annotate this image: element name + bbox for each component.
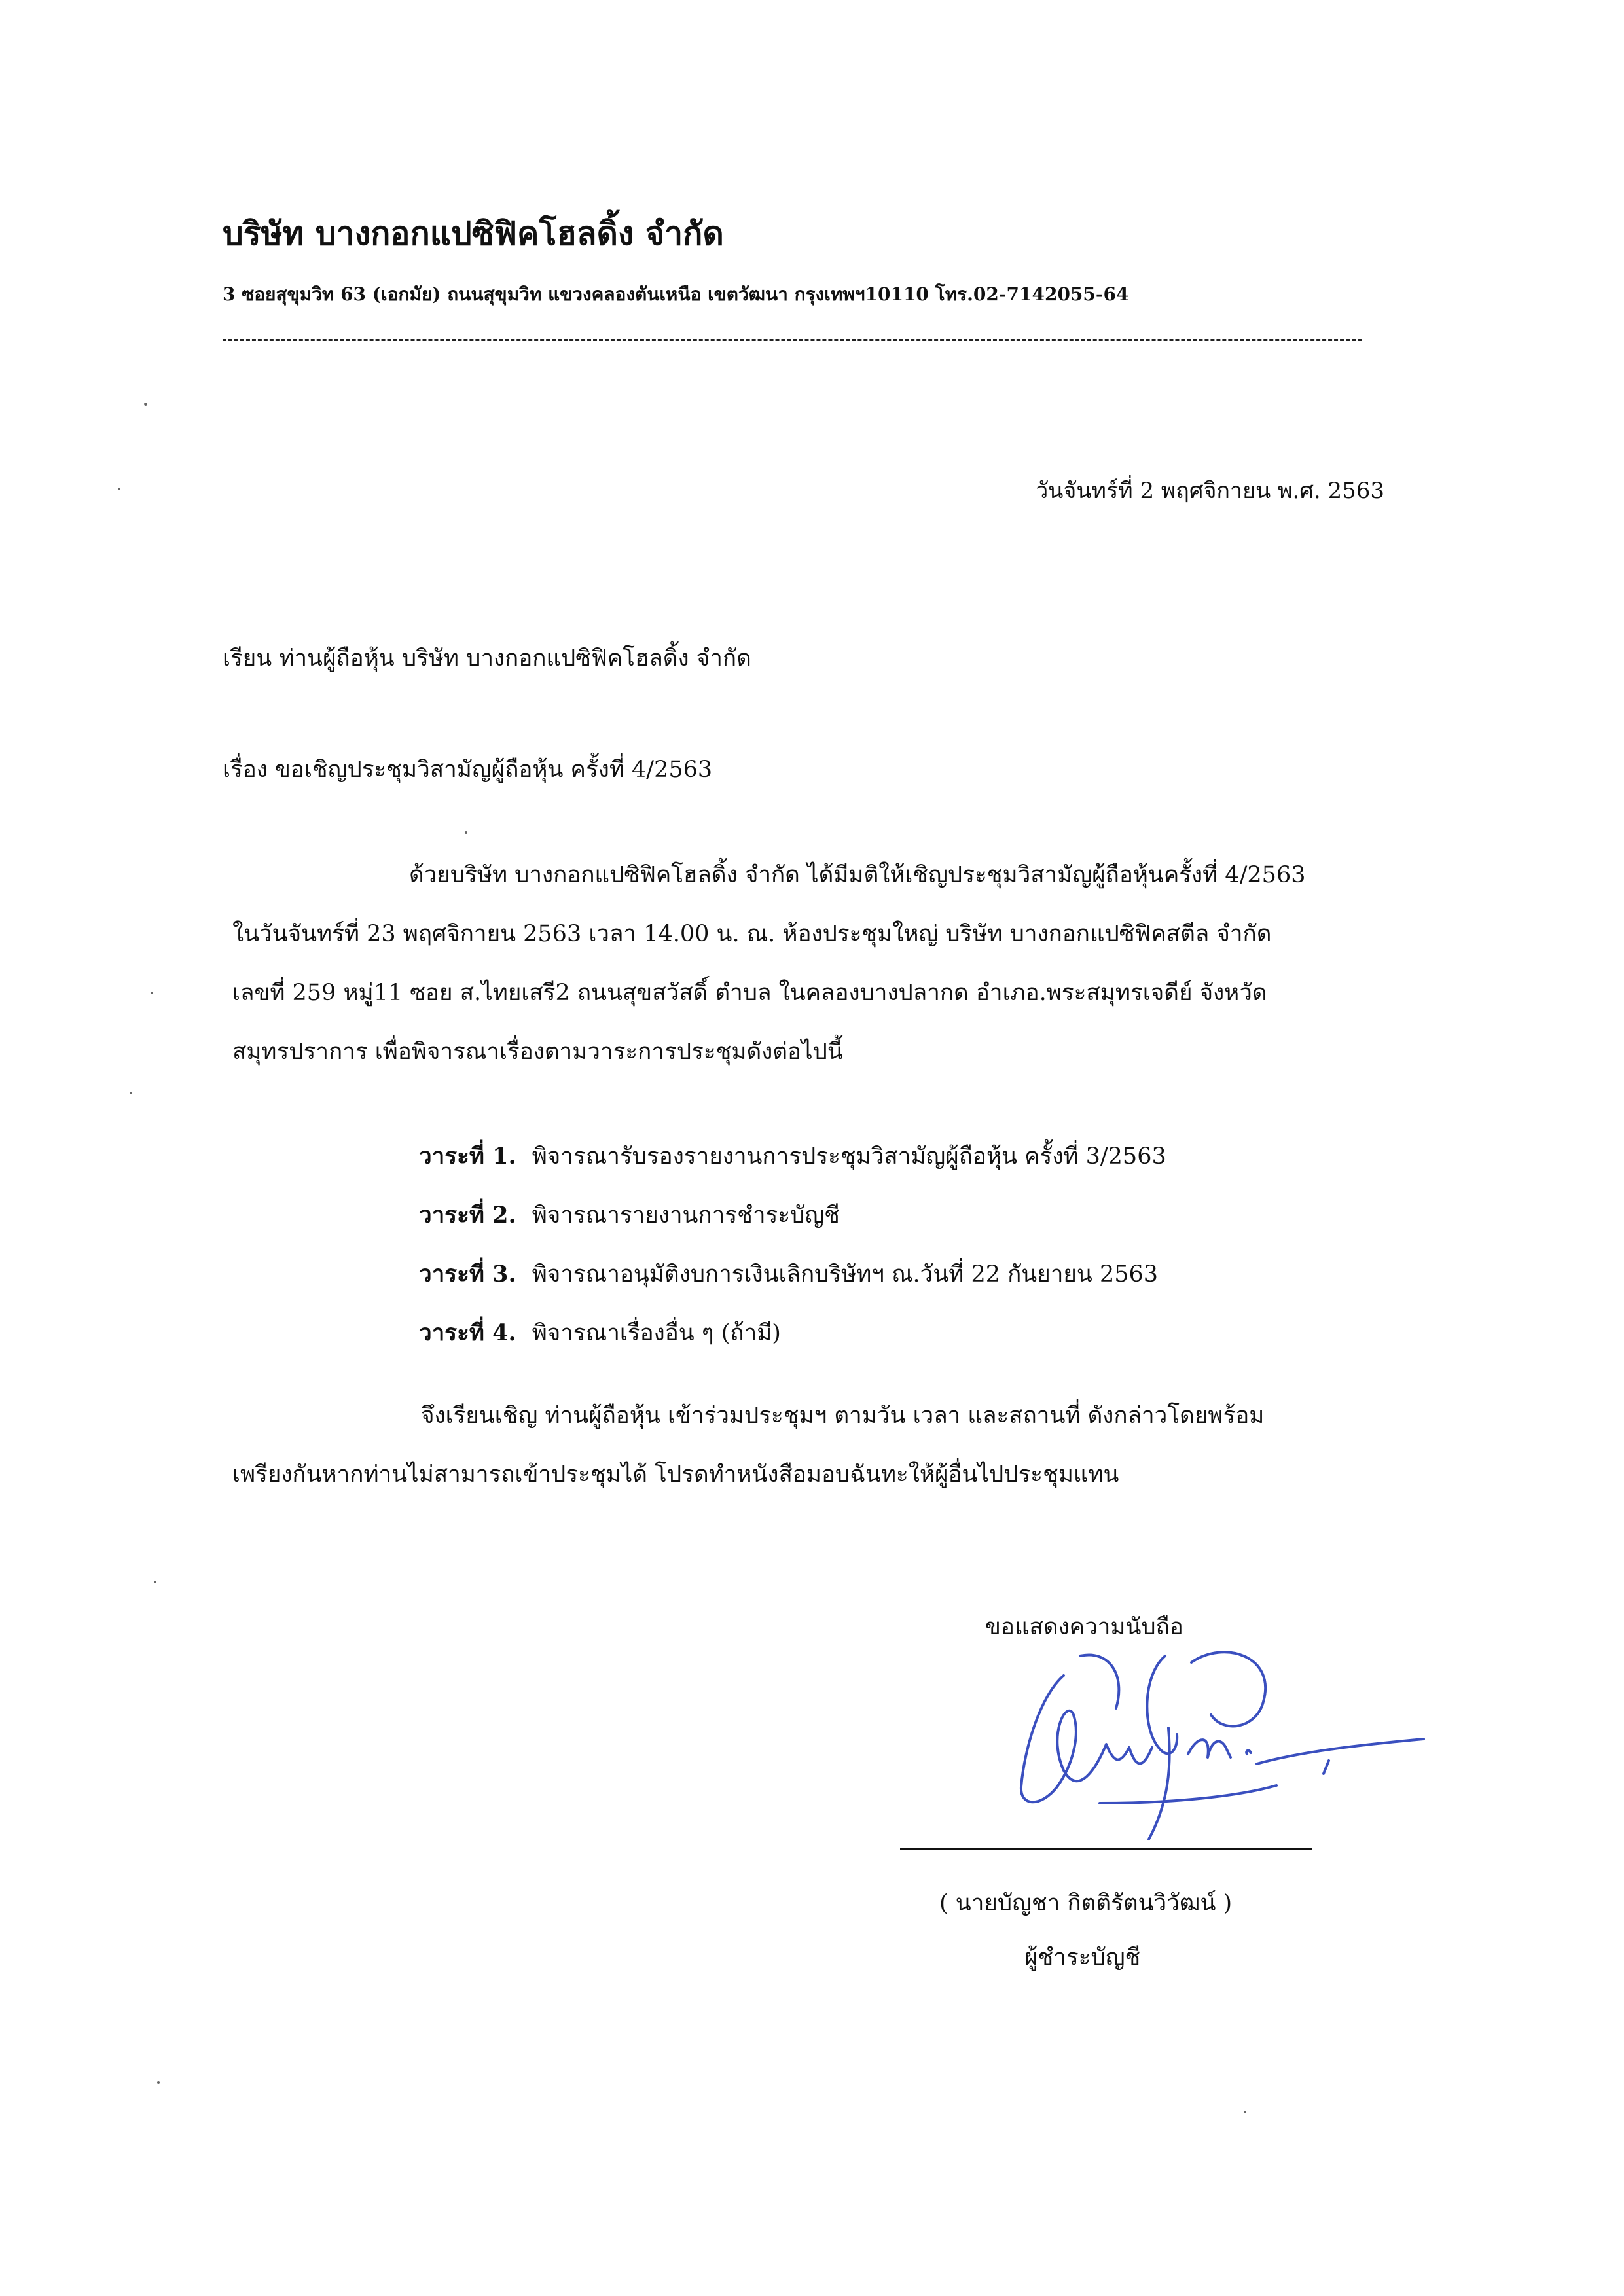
signatory-role: ผู้ชำระบัญชี [1024, 1945, 1141, 1971]
scan-speck [144, 403, 147, 406]
agenda-item [419, 1304, 1166, 1363]
body-line: เลขที่ 259 หมู่11 ซอย ส.ไทยเสรี2 ถนนสุขสวัสดิ์ ตำบล ในคลองบางปลากด อำเภอ.พระสมุทรเจดีย์ จังหวัด [232, 980, 1267, 1006]
body-line: ในวันจันทร์ที่ 23 พฤศจิกายน 2563 เวลา 14.00 น. ณ. ห้องประชุมใหญ่ บริษัท บางกอกแปซิฟิคสตีล จำกัด [232, 921, 1272, 947]
agenda-item [419, 1127, 1166, 1186]
signatory-name: ( นายบัญชา กิตติรัตนวิวัฒน์ ) [939, 1890, 1233, 1916]
agenda-number: วาระที่ 1. [419, 1143, 516, 1170]
closing-line: เพรียงกันหากท่านไม่สามารถเข้าประชุมได้ โปรดทำหนังสือมอบฉันทะให้ผู้อื่นไปประชุมแทน [232, 1462, 1119, 1488]
body-line: ด้วยบริษัท บางกอกแปซิฟิคโฮลดิ้ง จำกัด ได้มีมติให้เชิญประชุมวิสามัญผู้ถือหุ้นครั้งที่ 4/2563 [409, 862, 1306, 888]
agenda-item [419, 1245, 1166, 1304]
company-name: บริษัท บางกอกแปซิฟิคโฮลดิ้ง จำกัด [223, 214, 724, 253]
signature-line [900, 1848, 1312, 1850]
agenda-number: วาระที่ 4. [419, 1319, 516, 1346]
scan-speck [465, 831, 467, 834]
body-paragraph [232, 846, 1407, 1081]
agenda-number: วาระที่ 2. [419, 1202, 516, 1229]
closing-line: จึงเรียนเชิญ ท่านผู้ถือหุ้น เข้าร่วมประชุมฯ ตามวัน เวลา และสถานที่ ดังกล่าวโดยพร้อม [421, 1403, 1265, 1429]
agenda-text: พิจารณาเรื่องอื่น ๆ (ถ้ามี) [532, 1320, 781, 1346]
scan-speck [151, 992, 153, 994]
agenda-list [419, 1127, 1166, 1363]
agenda-text: พิจารณาอนุมัติงบการเงินเลิกบริษัทฯ ณ.วันที่ 22 กันยายน 2563 [532, 1261, 1159, 1287]
scan-speck [1244, 2111, 1246, 2113]
letterhead-divider [223, 339, 1362, 341]
scan-speck [157, 2081, 160, 2084]
regards-text: ขอแสดงความนับถือ [985, 1614, 1183, 1640]
agenda-item [419, 1186, 1166, 1245]
agenda-number: วาระที่ 3. [419, 1261, 516, 1287]
agenda-text: พิจารณารับรองรายงานการประชุมวิสามัญผู้ถือหุ้น ครั้งที่ 3/2563 [532, 1143, 1166, 1170]
letter-date: วันจันทร์ที่ 2 พฤศจิกายน พ.ศ. 2563 [1036, 478, 1384, 504]
scan-speck [118, 488, 120, 490]
handwritten-signature [1001, 1636, 1447, 1852]
subject-line: เรื่อง ขอเชิญประชุมวิสามัญผู้ถือหุ้น ครั้งที่ 4/2563 [223, 757, 713, 783]
scan-speck [154, 1581, 156, 1583]
scan-speck [130, 1092, 132, 1094]
recipient-line: เรียน ท่านผู้ถือหุ้น บริษัท บางกอกแปซิฟิคโฮลดิ้ง จำกัด [223, 645, 751, 672]
closing-paragraph [232, 1386, 1407, 1504]
company-address: 3 ซอยสุขุมวิท 63 (เอกมัย) ถนนสุขุมวิท แขวงคลองตันเหนือ เขตวัฒนา กรุงเทพฯ10110 โทร.02-7142055-64 [223, 283, 1129, 305]
body-line: สมุทรปราการ เพื่อพิจารณาเรื่องตามวาระการประชุมดังต่อไปนี้ [232, 1039, 843, 1065]
agenda-text: พิจารณารายงานการชำระบัญชี [532, 1202, 840, 1229]
